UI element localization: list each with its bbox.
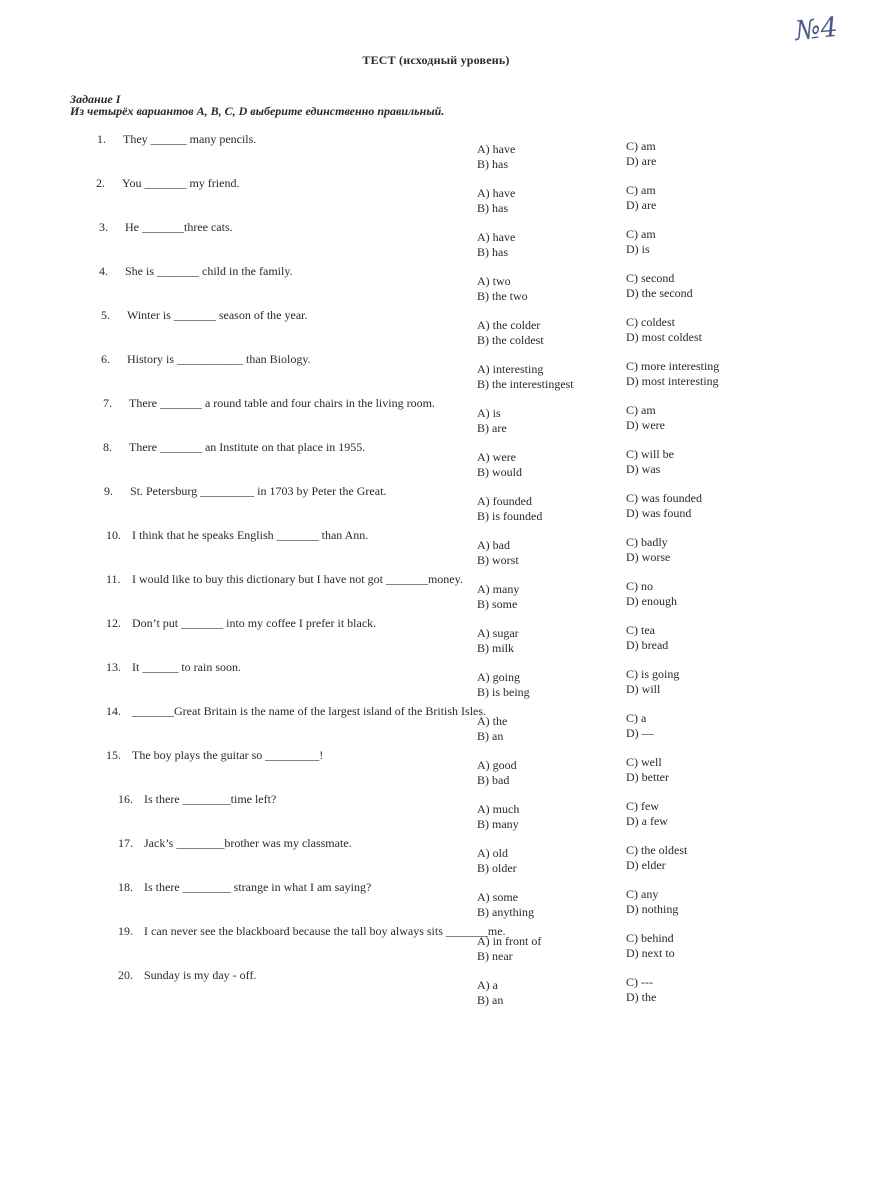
option-a: A) have: [477, 142, 516, 156]
question-stem: [106, 572, 463, 587]
option-b: B) near: [477, 949, 513, 963]
question-stem: [99, 264, 293, 279]
option-a: A) a: [477, 978, 498, 992]
question-number: 11.: [106, 572, 121, 586]
option-d: D) were: [626, 418, 665, 432]
question-stem: [118, 836, 352, 851]
question-stem: [96, 176, 239, 191]
question-text: I would like to buy this dictionary but I have not got _______money.: [132, 572, 463, 586]
option-b: B) an: [477, 993, 504, 1007]
question-stem: [118, 792, 276, 807]
option-b: B) is founded: [477, 509, 543, 523]
option-b: B) the coldest: [477, 333, 544, 347]
question-item: [0, 660, 872, 704]
question-text: She is _______ child in the family.: [125, 264, 293, 278]
question-number: 8.: [103, 440, 112, 454]
option-b: B) has: [477, 157, 508, 171]
question-text: He _______three cats.: [125, 220, 233, 234]
question-number: 18.: [118, 880, 133, 894]
question-stem: [103, 396, 435, 411]
option-c: C) well: [626, 755, 662, 769]
option-d: D) nothing: [626, 902, 679, 916]
option-a: A) were: [477, 450, 516, 464]
question-number: 10.: [106, 528, 121, 542]
option-b: B) many: [477, 817, 519, 831]
question-item: [0, 176, 872, 220]
question-text: It ______ to rain soon.: [132, 660, 241, 674]
question-number: 16.: [118, 792, 133, 806]
question-number: 4.: [99, 264, 108, 278]
option-d: D) elder: [626, 858, 666, 872]
option-c: C) ---: [626, 975, 653, 989]
question-stem: [103, 440, 365, 455]
option-a: A) going: [477, 670, 520, 684]
question-stem: [101, 308, 307, 323]
option-b: B) is being: [477, 685, 530, 699]
option-b: B) the two: [477, 289, 528, 303]
question-number: 20.: [118, 968, 133, 982]
question-item: [0, 484, 872, 528]
option-a: A) the colder: [477, 318, 541, 332]
question-item: [0, 836, 872, 880]
question-number: 2.: [96, 176, 105, 190]
option-c: C) badly: [626, 535, 668, 549]
option-c: C) was founded: [626, 491, 702, 505]
option-c: C) few: [626, 799, 659, 813]
option-a: A) old: [477, 846, 508, 860]
option-d: D) are: [626, 154, 657, 168]
question-text: They ______ many pencils.: [123, 132, 257, 146]
option-b: B) would: [477, 465, 522, 479]
question-number: 17.: [118, 836, 133, 850]
question-text: There _______ an Institute on that place in 1955.: [129, 440, 366, 454]
option-c: C) no: [626, 579, 653, 593]
option-c: C) more interesting: [626, 359, 720, 373]
option-d: D) most coldest: [626, 330, 702, 344]
option-c: C) is going: [626, 667, 680, 681]
option-c: C) am: [626, 403, 656, 417]
option-c: C) am: [626, 139, 656, 153]
option-a: A) good: [477, 758, 517, 772]
question-number: 3.: [99, 220, 108, 234]
question-number: 15.: [106, 748, 121, 762]
option-a: A) the: [477, 714, 508, 728]
question-stem: [106, 748, 323, 763]
option-d: D) was: [626, 462, 661, 476]
question-stem: [106, 616, 376, 631]
option-c: C) coldest: [626, 315, 675, 329]
question-item: [0, 924, 872, 968]
question-text: Don’t put _______ into my coffee I prefer it black.: [132, 616, 377, 630]
question-stem: [118, 968, 256, 983]
option-b: B) bad: [477, 773, 510, 787]
task-instruction: Из четырёх вариантов A, B, C, D выберите единственно правильный.: [70, 104, 445, 118]
option-d: D) is: [626, 242, 650, 256]
option-b: B) milk: [477, 641, 515, 655]
option-b: B) anything: [477, 905, 534, 919]
option-a: A) sugar: [477, 626, 519, 640]
option-d: D) next to: [626, 946, 675, 960]
question-stem: [118, 924, 506, 939]
option-a: A) bad: [477, 538, 510, 552]
question-text: There _______ a round table and four chairs in the living room.: [129, 396, 435, 410]
question-item: [0, 396, 872, 440]
option-a: A) many: [477, 582, 520, 596]
question-text: Is there ________time left?: [144, 792, 277, 806]
question-text: The boy plays the guitar so _________!: [132, 748, 324, 762]
question-text: History is ___________ than Biology.: [127, 352, 311, 366]
question-item: [0, 220, 872, 264]
question-item: [0, 968, 872, 1012]
question-number: 6.: [101, 352, 110, 366]
option-d: D) are: [626, 198, 657, 212]
option-b: B) has: [477, 245, 508, 259]
option-d: D) the second: [626, 286, 693, 300]
option-c: C) tea: [626, 623, 655, 637]
option-c: C) am: [626, 227, 656, 241]
question-stem: [104, 484, 386, 499]
question-stem: [106, 528, 368, 543]
question-number: 14.: [106, 704, 121, 718]
option-d: D) most interesting: [626, 374, 719, 388]
question-text: _______Great Britain is the name of the largest island of the British Isles.: [132, 704, 487, 718]
option-b: B) an: [477, 729, 504, 743]
question-stem: [97, 132, 256, 147]
option-c: C) a: [626, 711, 647, 725]
question-item: [0, 704, 872, 748]
option-d: D) bread: [626, 638, 669, 652]
option-d: D) will: [626, 682, 661, 696]
question-item: [0, 352, 872, 396]
option-a: A) is: [477, 406, 501, 420]
option-a: A) have: [477, 230, 516, 244]
question-item: [0, 748, 872, 792]
option-b: B) the interestingest: [477, 377, 574, 391]
question-text: I can never see the blackboard because the tall boy always sits _______me.: [144, 924, 506, 938]
option-a: A) have: [477, 186, 516, 200]
question-item: [0, 616, 872, 660]
question-number: 5.: [101, 308, 110, 322]
question-item: [0, 440, 872, 484]
option-b: B) older: [477, 861, 517, 875]
option-d: D) was found: [626, 506, 692, 520]
question-item: [0, 792, 872, 836]
question-stem: [99, 220, 233, 235]
task-label: Задание I: [70, 92, 121, 106]
question-stem: [106, 704, 486, 719]
option-d: D) the: [626, 990, 657, 1004]
option-c: C) am: [626, 183, 656, 197]
option-c: C) behind: [626, 931, 674, 945]
question-text: I think that he speaks English _______ than Ann.: [132, 528, 369, 542]
option-b: B) are: [477, 421, 507, 435]
question-number: 12.: [106, 616, 121, 630]
option-d: D) —: [626, 726, 654, 740]
question-stem: [118, 880, 371, 895]
question-number: 1.: [97, 132, 106, 146]
question-number: 13.: [106, 660, 121, 674]
option-a: A) much: [477, 802, 520, 816]
question-text: Jack’s ________brother was my classmate.: [144, 836, 352, 850]
option-c: C) any: [626, 887, 659, 901]
option-a: A) some: [477, 890, 518, 904]
question-item: [0, 132, 872, 176]
option-a: A) in front of: [477, 934, 542, 948]
question-text: You _______ my friend.: [122, 176, 240, 190]
option-a: A) interesting: [477, 362, 544, 376]
question-text: Is there ________ strange in what I am saying?: [144, 880, 372, 894]
option-a: A) two: [477, 274, 511, 288]
question-text: Winter is _______ season of the year.: [127, 308, 308, 322]
document-title: ТЕСТ (исходный уровень): [362, 53, 510, 67]
option-d: D) better: [626, 770, 669, 784]
question-stem: [106, 660, 241, 675]
option-a: A) founded: [477, 494, 532, 508]
option-c: C) the oldest: [626, 843, 688, 857]
question-item: [0, 528, 872, 572]
option-b: B) some: [477, 597, 518, 611]
question-item: [0, 880, 872, 924]
option-d: D) enough: [626, 594, 677, 608]
question-text: Sunday is my day - off.: [144, 968, 257, 982]
question-stem: [101, 352, 311, 367]
option-b: B) worst: [477, 553, 519, 567]
option-b: B) has: [477, 201, 508, 215]
question-item: [0, 572, 872, 616]
option-c: C) second: [626, 271, 675, 285]
question-text: St. Petersburg _________ in 1703 by Peter the Great.: [130, 484, 387, 498]
option-c: C) will be: [626, 447, 674, 461]
page-number-mark: №4: [793, 11, 840, 48]
question-number: 7.: [103, 396, 112, 410]
option-d: D) a few: [626, 814, 668, 828]
question-item: [0, 264, 872, 308]
question-number: 9.: [104, 484, 113, 498]
question-number: 19.: [118, 924, 133, 938]
option-d: D) worse: [626, 550, 671, 564]
question-item: [0, 308, 872, 352]
